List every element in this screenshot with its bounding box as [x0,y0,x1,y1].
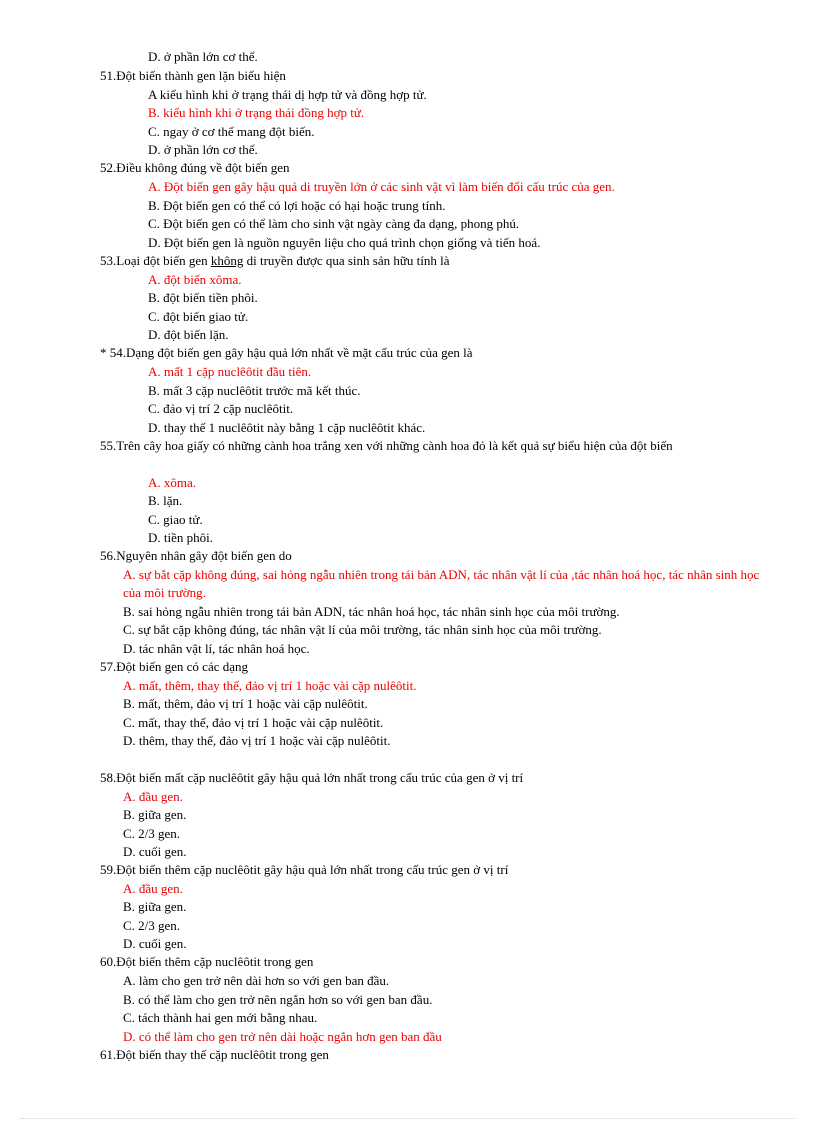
answer-line: A. Đột biến gen gây hậu quả di truyền lớn ở các sinh vật vì làm biến đổi cấu trúc của gen. [148,179,615,194]
answer-line: B. kiểu hình khi ở trạng thái đồng hợp tử. [148,105,365,120]
option-line: B. giữa gen. [123,807,187,822]
page-bottom-rule [20,1118,796,1119]
answer-line: D. có thể làm cho gen trở nên dài hoặc ngắn hơn gen ban đầu [123,1029,442,1044]
answer-line: A. mất, thêm, thay thế, đảo vị trí 1 hoặc vài cặp nulêôtit. [123,678,417,693]
option-line: D. cuối gen. [123,844,187,859]
question-60: 60.Đột biến thêm cặp nuclêôtit trong gen [100,954,314,969]
option-line: B. Đột biến gen có thể có lợi hoặc có hại hoặc trung tính. [148,198,446,213]
answer-line: A. sự bắt cặp không đúng, sai hỏng ngẫu nhiên trong tái bản ADN, tác nhân vật lí của ,tác nhân hoá học, tác nhân sinh học của môi trường. [123,567,760,600]
option-line: C. tách thành hai gen mới bằng nhau. [123,1010,318,1025]
answer-line: A. đột biến xôma. [148,272,242,287]
option-line: C. ngay ở cơ thể mang đột biến. [148,124,315,139]
question-57: 57.Đột biến gen có các dạng [100,659,249,674]
option-line: D. thêm, thay thế, đảo vị trí 1 hoặc vài cặp nulêôtit. [123,733,391,748]
question-61: 61.Đột biến thay thế cặp nuclêôtit trong gen [100,1047,329,1062]
option-line: C. mất, thay thế, đảo vị trí 1 hoặc vài cặp nulêôtit. [123,715,384,730]
question-53-text-end: di truyền được qua sinh sản hữu tính là [243,253,450,268]
question-56: 56.Nguyên nhân gây đột biến gen do [100,548,292,563]
option-line: B. có thể làm cho gen trở nên ngắn hơn so với gen ban đầu. [123,992,433,1007]
option-line: C. giao tử. [148,512,203,527]
option-line: C. Đột biến gen có thể làm cho sinh vật ngày càng đa dạng, phong phú. [148,216,520,231]
question-53-text: 53.Loại đột biến gen [100,253,211,268]
option-line: A kiểu hình khi ở trạng thái dị hợp tử và đồng hợp tử. [148,87,427,102]
answer-line: A. mất 1 cặp nuclêôtit đầu tiên. [148,364,312,379]
option-line: D. ở phần lớn cơ thể. [148,142,258,157]
question-53 [100,252,450,270]
question-54: * 54.Dạng đột biến gen gây hậu quả lớn nhất về mặt cấu trúc của gen là [100,345,473,360]
option-line: D. cuối gen. [123,936,187,951]
question-55: 55.Trên cây hoa giấy có những cành hoa trắng xen với những cành hoa đỏ là kết quả sự biểu hiện của đột biến [100,438,673,453]
answer-line: A. đầu gen. [123,789,183,804]
option-line: B. đột biến tiền phôi. [148,290,258,305]
option-line: D. tiền phôi. [148,530,213,545]
underlined-word: không [210,253,244,268]
option-line: B. giữa gen. [123,899,187,914]
option-line: C. 2/3 gen. [123,826,181,841]
question-52: 52.Điều không đúng về đột biến gen [100,160,290,175]
question-51: 51.Đột biến thành gen lặn biểu hiện [100,68,286,83]
option-line: B. mất 3 cặp nuclêôtit trước mã kết thúc. [148,383,361,398]
option-line: D. Đột biến gen là nguồn nguyên liệu cho quá trình chọn giống và tiến hoá. [148,235,541,250]
option-line: B. sai hỏng ngẫu nhiên trong tái bản ADN, tác nhân hoá học, tác nhân sinh học của môi trường. [123,604,620,619]
option-line: C. đảo vị trí 2 cặp nuclêôtit. [148,401,294,416]
option-line: B. mất, thêm, đảo vị trí 1 hoặc vài cặp nulêôtit. [123,696,368,711]
option-line: C. 2/3 gen. [123,918,181,933]
option-line: D. tác nhân vật lí, tác nhân hoá học. [123,641,310,656]
option-line: C. đột biến giao tử. [148,309,249,324]
option-line: D. ở phần lớn cơ thể. [148,49,258,64]
answer-line: A. xôma. [148,475,197,490]
question-59: 59.Đột biến thêm cặp nuclêôtit gây hậu quả lớn nhất trong cấu trúc gen ở vị trí [100,862,509,877]
option-line: C. sự bắt cặp không đúng, tác nhân vật lí của môi trường, tác nhân sinh học của môi trường. [123,622,602,637]
answer-line: A. đầu gen. [123,881,183,896]
option-line: D. đột biến lặn. [148,327,229,342]
option-line: A. làm cho gen trở nên dài hơn so với gen ban đầu. [123,973,390,988]
option-line: D. thay thế 1 nuclêôtit này bằng 1 cặp nuclêôtit khác. [148,420,426,435]
question-58: 58.Đột biến mất cặp nuclêôtit gây hậu quả lớn nhất trong cấu trúc của gen ở vị trí [100,770,524,785]
option-line: B. lặn. [148,493,183,508]
